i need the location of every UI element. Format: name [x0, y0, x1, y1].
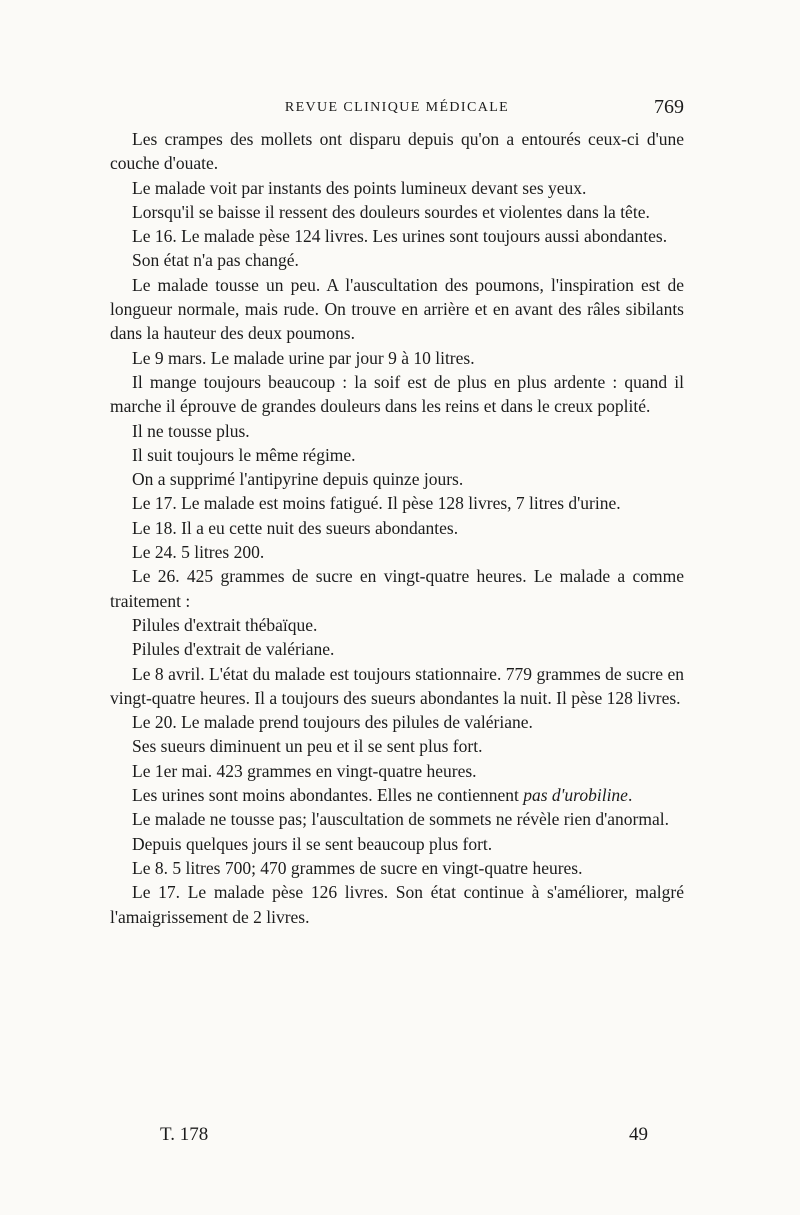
page-number: 769 — [654, 96, 684, 118]
body-text — [110, 127, 684, 929]
urines-end: . — [627, 785, 633, 806]
paragraph: Le 18. Il a eu cette nuit des sueurs abondantes. — [132, 517, 459, 538]
paragraph: Le 1er mai. 423 grammes en vingt-quatre heures. — [132, 760, 477, 781]
paragraph: Pilules d'extrait de valériane. — [132, 639, 335, 660]
paragraph-urines — [110, 783, 684, 807]
urines-text: Les urines sont moins abondantes. Elles ne contiennent — [132, 785, 524, 806]
paragraph: Lorsqu'il se baisse il ressent des douleurs sourdes et violentes dans la tête. — [132, 201, 650, 222]
paragraph: Pilules d'extrait thébaïque. — [132, 614, 318, 635]
paragraph: Le malade voit par instants des points lumineux devant ses yeux. — [132, 177, 587, 198]
signature-mark: T. 178 — [160, 1124, 209, 1145]
paragraph: Depuis quelques jours il se sent beaucoup plus fort. — [132, 833, 493, 854]
paragraph: Les crampes des mollets ont disparu depuis qu'on a entourés ceux-ci d'une couche d'ouate. — [110, 129, 684, 174]
running-title: REVUE CLINIQUE MÉDICALE — [284, 100, 510, 115]
paragraph: Le 26. 425 grammes de sucre en vingt-quatre heures. Le malade a comme traitement : — [110, 566, 684, 611]
paragraph: Le 20. Le malade prend toujours des pilules de valériane. — [132, 712, 533, 733]
paragraph: Il suit toujours le même régime. — [132, 444, 356, 465]
paragraph: Le 24. 5 litres 200. — [132, 542, 265, 563]
sheet-number: 49 — [629, 1124, 648, 1145]
paragraph: Son état n'a pas changé. — [132, 250, 299, 271]
paragraph: Le 17. Le malade pèse 126 livres. Son état continue à s'améliorer, malgré l'amaigrissement de 2 livres. — [110, 882, 684, 927]
paragraph: Il mange toujours beaucoup : la soif est de plus en plus ardente : quand il marche il éprouve de grandes douleurs dans les reins et dans le creux poplité. — [110, 371, 684, 417]
page-header — [110, 96, 684, 124]
paragraph: Le malade tousse un peu. A l'auscultation des poumons, l'inspiration est de longueur normale, mais rude. On trouve en arrière et en avant des râles sibilants dans la hauteur des deux poumons. — [110, 274, 684, 344]
paragraph: Le 8 avril. L'état du malade est toujours stationnaire. 779 grammes de sucre en vingt-quatre heures. Il a toujours des sueurs abondantes la nuit. Il pèse 128 livres. — [110, 663, 684, 708]
paragraph: Il ne tousse plus. — [132, 420, 250, 441]
paragraph: Ses sueurs diminuent un peu et il se sent plus fort. — [132, 736, 483, 757]
paragraph: Le 16. Le malade pèse 124 livres. Les urines sont toujours aussi abondantes. — [132, 226, 668, 247]
paragraph: Le malade ne tousse pas; l'auscultation de sommets ne révèle rien d'anormal. — [132, 809, 669, 830]
paragraph: Le 8. 5 litres 700; 470 grammes de sucre en vingt-quatre heures. — [132, 857, 583, 878]
urobiline-italic: pas d'urobiline — [523, 785, 628, 806]
paragraph: On a supprimé l'antipyrine depuis quinze jours. — [132, 469, 464, 490]
paragraph: Le 9 mars. Le malade urine par jour 9 à 10 litres. — [132, 347, 475, 368]
page-footer — [110, 1124, 684, 1154]
paragraph: Le 17. Le malade est moins fatigué. Il pèse 128 livres, 7 litres d'urine. — [132, 493, 621, 514]
